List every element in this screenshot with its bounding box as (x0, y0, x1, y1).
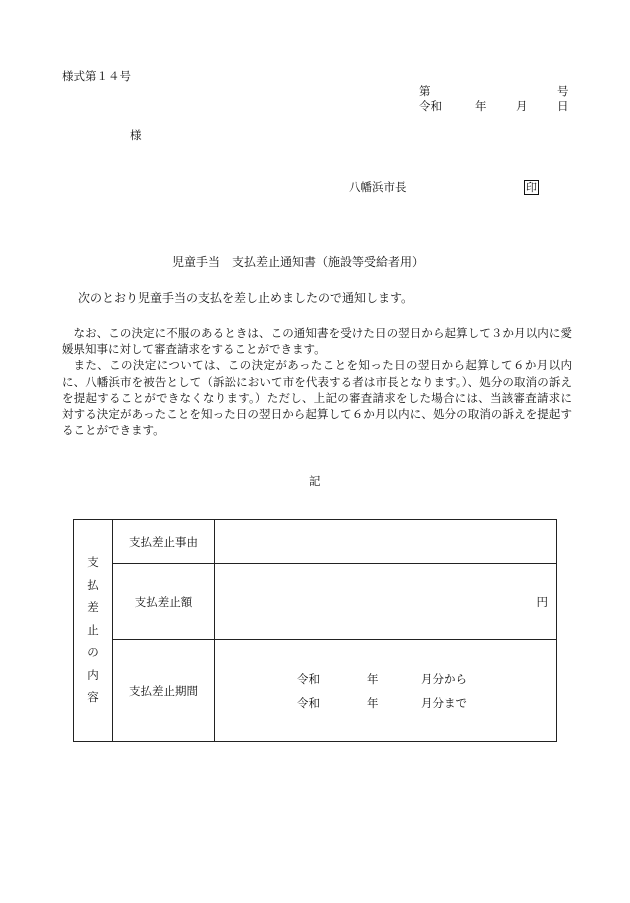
section-char: 容 (87, 690, 99, 705)
amount-value-cell (215, 564, 557, 640)
date-day: 日 (557, 99, 569, 113)
period-from-month: 月分から (421, 671, 467, 686)
section-char: の (87, 645, 99, 660)
reason-label: 支払差止事由 (113, 520, 215, 564)
period-to-year: 年 (367, 695, 379, 710)
lead-sentence: 次のとおり児童手当の支払を差し止めましたので通知します。 (78, 291, 414, 305)
form-number: 様式第１４号 (62, 69, 131, 83)
section-char: 止 (87, 622, 99, 637)
period-to-era: 令和 (297, 695, 320, 710)
section-label-vertical (74, 557, 112, 704)
period-to-row (215, 695, 556, 711)
period-from-year: 年 (367, 671, 379, 686)
section-label-cell (74, 520, 113, 742)
section-char: 払 (87, 577, 99, 592)
section-char: 差 (87, 600, 99, 615)
issuer-name: 八幡浜市長 (349, 180, 407, 194)
amount-unit: 円 (536, 594, 548, 609)
date-era: 令和 (419, 99, 442, 113)
ki-heading: 記 (309, 474, 321, 488)
date-year: 年 (475, 99, 487, 113)
addressee-suffix: 様 (130, 128, 142, 142)
period-from-era: 令和 (297, 671, 320, 686)
amount-label: 支払差止額 (113, 564, 215, 640)
period-from-row (215, 671, 556, 687)
period-value-cell (215, 640, 557, 742)
section-char: 支 (87, 555, 99, 570)
section-char: 内 (87, 667, 99, 682)
doc-number-suffix: 号 (557, 84, 569, 98)
doc-number-prefix: 第 (419, 84, 431, 98)
period-to-month: 月分まで (421, 695, 467, 710)
notice-paragraph: なお、この決定に不服のあるときは、この通知書を受けた日の翌日から起算して３か月以内に愛媛県知事に対して審査請求をすることができます。 (62, 326, 572, 357)
appeal-notice (62, 325, 572, 438)
date-month: 月 (516, 99, 528, 113)
document-title: 児童手当 支払差止通知書（施設等受給者用） (172, 255, 425, 269)
details-table (73, 519, 557, 742)
reason-value (215, 520, 557, 564)
period-label: 支払差止期間 (113, 640, 215, 742)
notice-paragraph: また、この決定については、この決定があったことを知った日の翌日から起算して６か月以内に、八幡浜市を被告として（訴訟において市を代表する者は市長となります。）、処分の取消の訴えを提起することができなくなります。）ただし、上記の審査請求をした場合には、当該審査請求に対する決定があったことを知った日の翌日から起算して６か月以内に、処分の取消の訴えを提起することができます。 (62, 358, 572, 438)
seal-mark: 印 (526, 181, 537, 194)
